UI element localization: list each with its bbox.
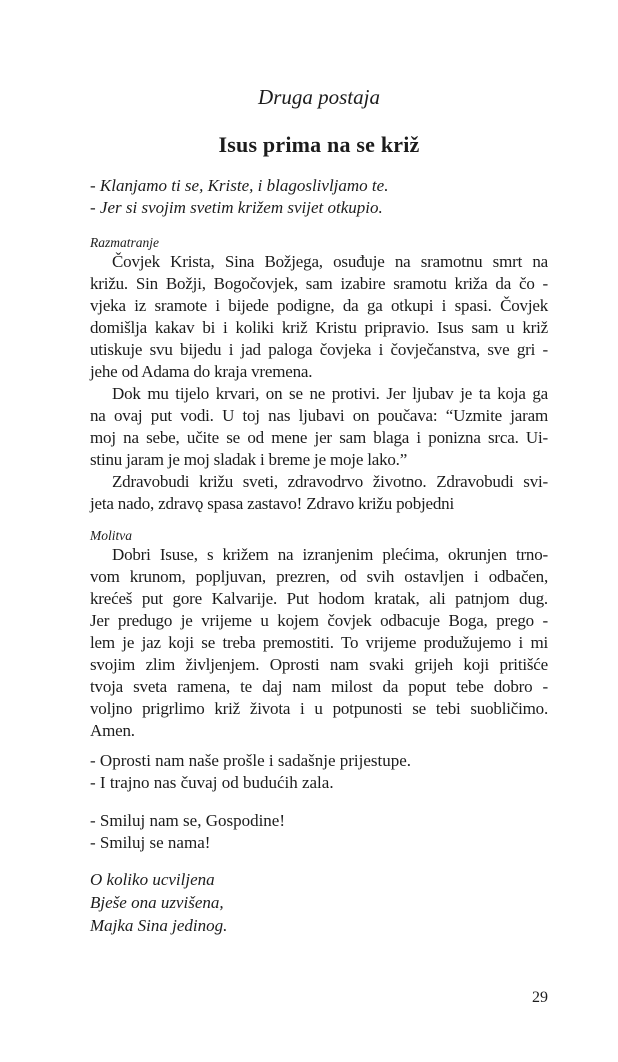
- closing-versicle-group-1: [90, 750, 548, 794]
- verse-line: O koliko ucviljena: [90, 870, 215, 889]
- text-block: [90, 0, 548, 937]
- verse-line: Majka Sina jedinog.: [90, 916, 228, 935]
- station-heading: Isus prima na se križ: [218, 132, 420, 157]
- section-label-razmatranje: Razmatranje: [90, 235, 159, 250]
- versicle-line: - Smiluj se nama!: [90, 833, 211, 852]
- razmatranje-paragraph-3: [90, 471, 548, 515]
- paragraph-line: utiskuje svu bijedu i jad paloga čovjeka i čovječanstva, sve gri -: [90, 340, 548, 359]
- stabat-mater-verse: [90, 868, 548, 937]
- page-number: 29: [532, 989, 548, 1006]
- paragraph-line: Čovjek Krista, Sina Božjega, osuđuje na sramotnu smrt na: [112, 252, 548, 271]
- razmatranje-paragraph-1: [90, 251, 548, 383]
- station-title: Druga postaja: [258, 85, 380, 109]
- section-label-molitva: Molitva: [90, 528, 132, 543]
- paragraph-line: Amen.: [90, 721, 135, 740]
- paragraph-line: stinu jaram je moj sladak i breme je moje lako.”: [90, 450, 408, 469]
- paragraph-line: krećeš put gore Kalvarije. Put hodom kratak, ali patnjom dug.: [90, 589, 548, 608]
- paragraph-line: moj na sebe, učite se od mene jer sam blaga i ponizna srca. Ui-: [90, 428, 548, 447]
- versicle-line: - Oprosti nam naše prošle i sadašnje prijestupe.: [90, 751, 412, 770]
- paragraph-line: lem je jaz koji se treba premostiti. To vrijeme produžujemo i mi: [90, 633, 548, 652]
- closing-versicle-group-2: [90, 810, 548, 854]
- paragraph-line: vjeka iz sramote i bijede podigne, da ga otkupi i spasi. Čovjek: [90, 296, 548, 315]
- razmatranje-paragraph-2: [90, 383, 548, 471]
- versicle-line: - I trajno nas čuvaj od budućih zala.: [90, 773, 334, 792]
- verse-line: Bješe ona uzvišena,: [90, 893, 224, 912]
- paragraph-line: Dok mu tijelo krvari, on se ne protivi. Jer ljubav je ta koja ga: [112, 384, 548, 403]
- paragraph-line: jehe od Adama do kraja vremena.: [90, 362, 313, 381]
- paragraph-line: jeta nado, zdravǫ spasa zastavo! Zdravo križu pobjedni: [90, 494, 455, 513]
- opening-versicle: [90, 175, 548, 219]
- molitva-paragraph: [90, 544, 548, 742]
- versicle-line: - Smiluj nam se, Gospodine!: [90, 811, 286, 830]
- paragraph-line: voljno prigrlimo križ života i u potpunosti se tebi suobličimo.: [90, 699, 548, 718]
- paragraph-line: tvoja sveta ramena, te daj nam milost da poput tebe dobro -: [90, 677, 548, 696]
- paragraph-line: Zdravobudi križu sveti, zdravodrvo životno. Zdravobudi svi-: [112, 472, 548, 491]
- versicle-line: - Klanjamo ti se, Kriste, i blagoslivljamo te.: [90, 176, 389, 195]
- versicle-line: - Jer si svojim svetim križem svijet otkupio.: [90, 198, 383, 217]
- paragraph-line: Dobri Isuse, s križem na izranjenim plećima, okrunjen trno-: [112, 545, 548, 564]
- paragraph-line: na ovaj put vodi. U toj nas ljubavi on poučava: “Uzmite jaram: [90, 406, 548, 425]
- paragraph-line: svojim zlim življenjem. Oprosti nam svaki grijeh koji pritišće: [90, 655, 548, 674]
- paragraph-line: križu. Sin Božji, Bogočovjek, sam izabire sramotu križa da čo -: [90, 274, 548, 293]
- paragraph-line: domišlja kakav bi i koliki križ Kristu pripravio. Isus sam u križ: [90, 318, 548, 337]
- paragraph-line: vom krunom, popljuvan, prezren, od svih ostavljen i odbačen,: [90, 567, 548, 586]
- paragraph-line: Jer predugo je vrijeme u kojem čovjek odbacuje Boga, prego -: [90, 611, 548, 630]
